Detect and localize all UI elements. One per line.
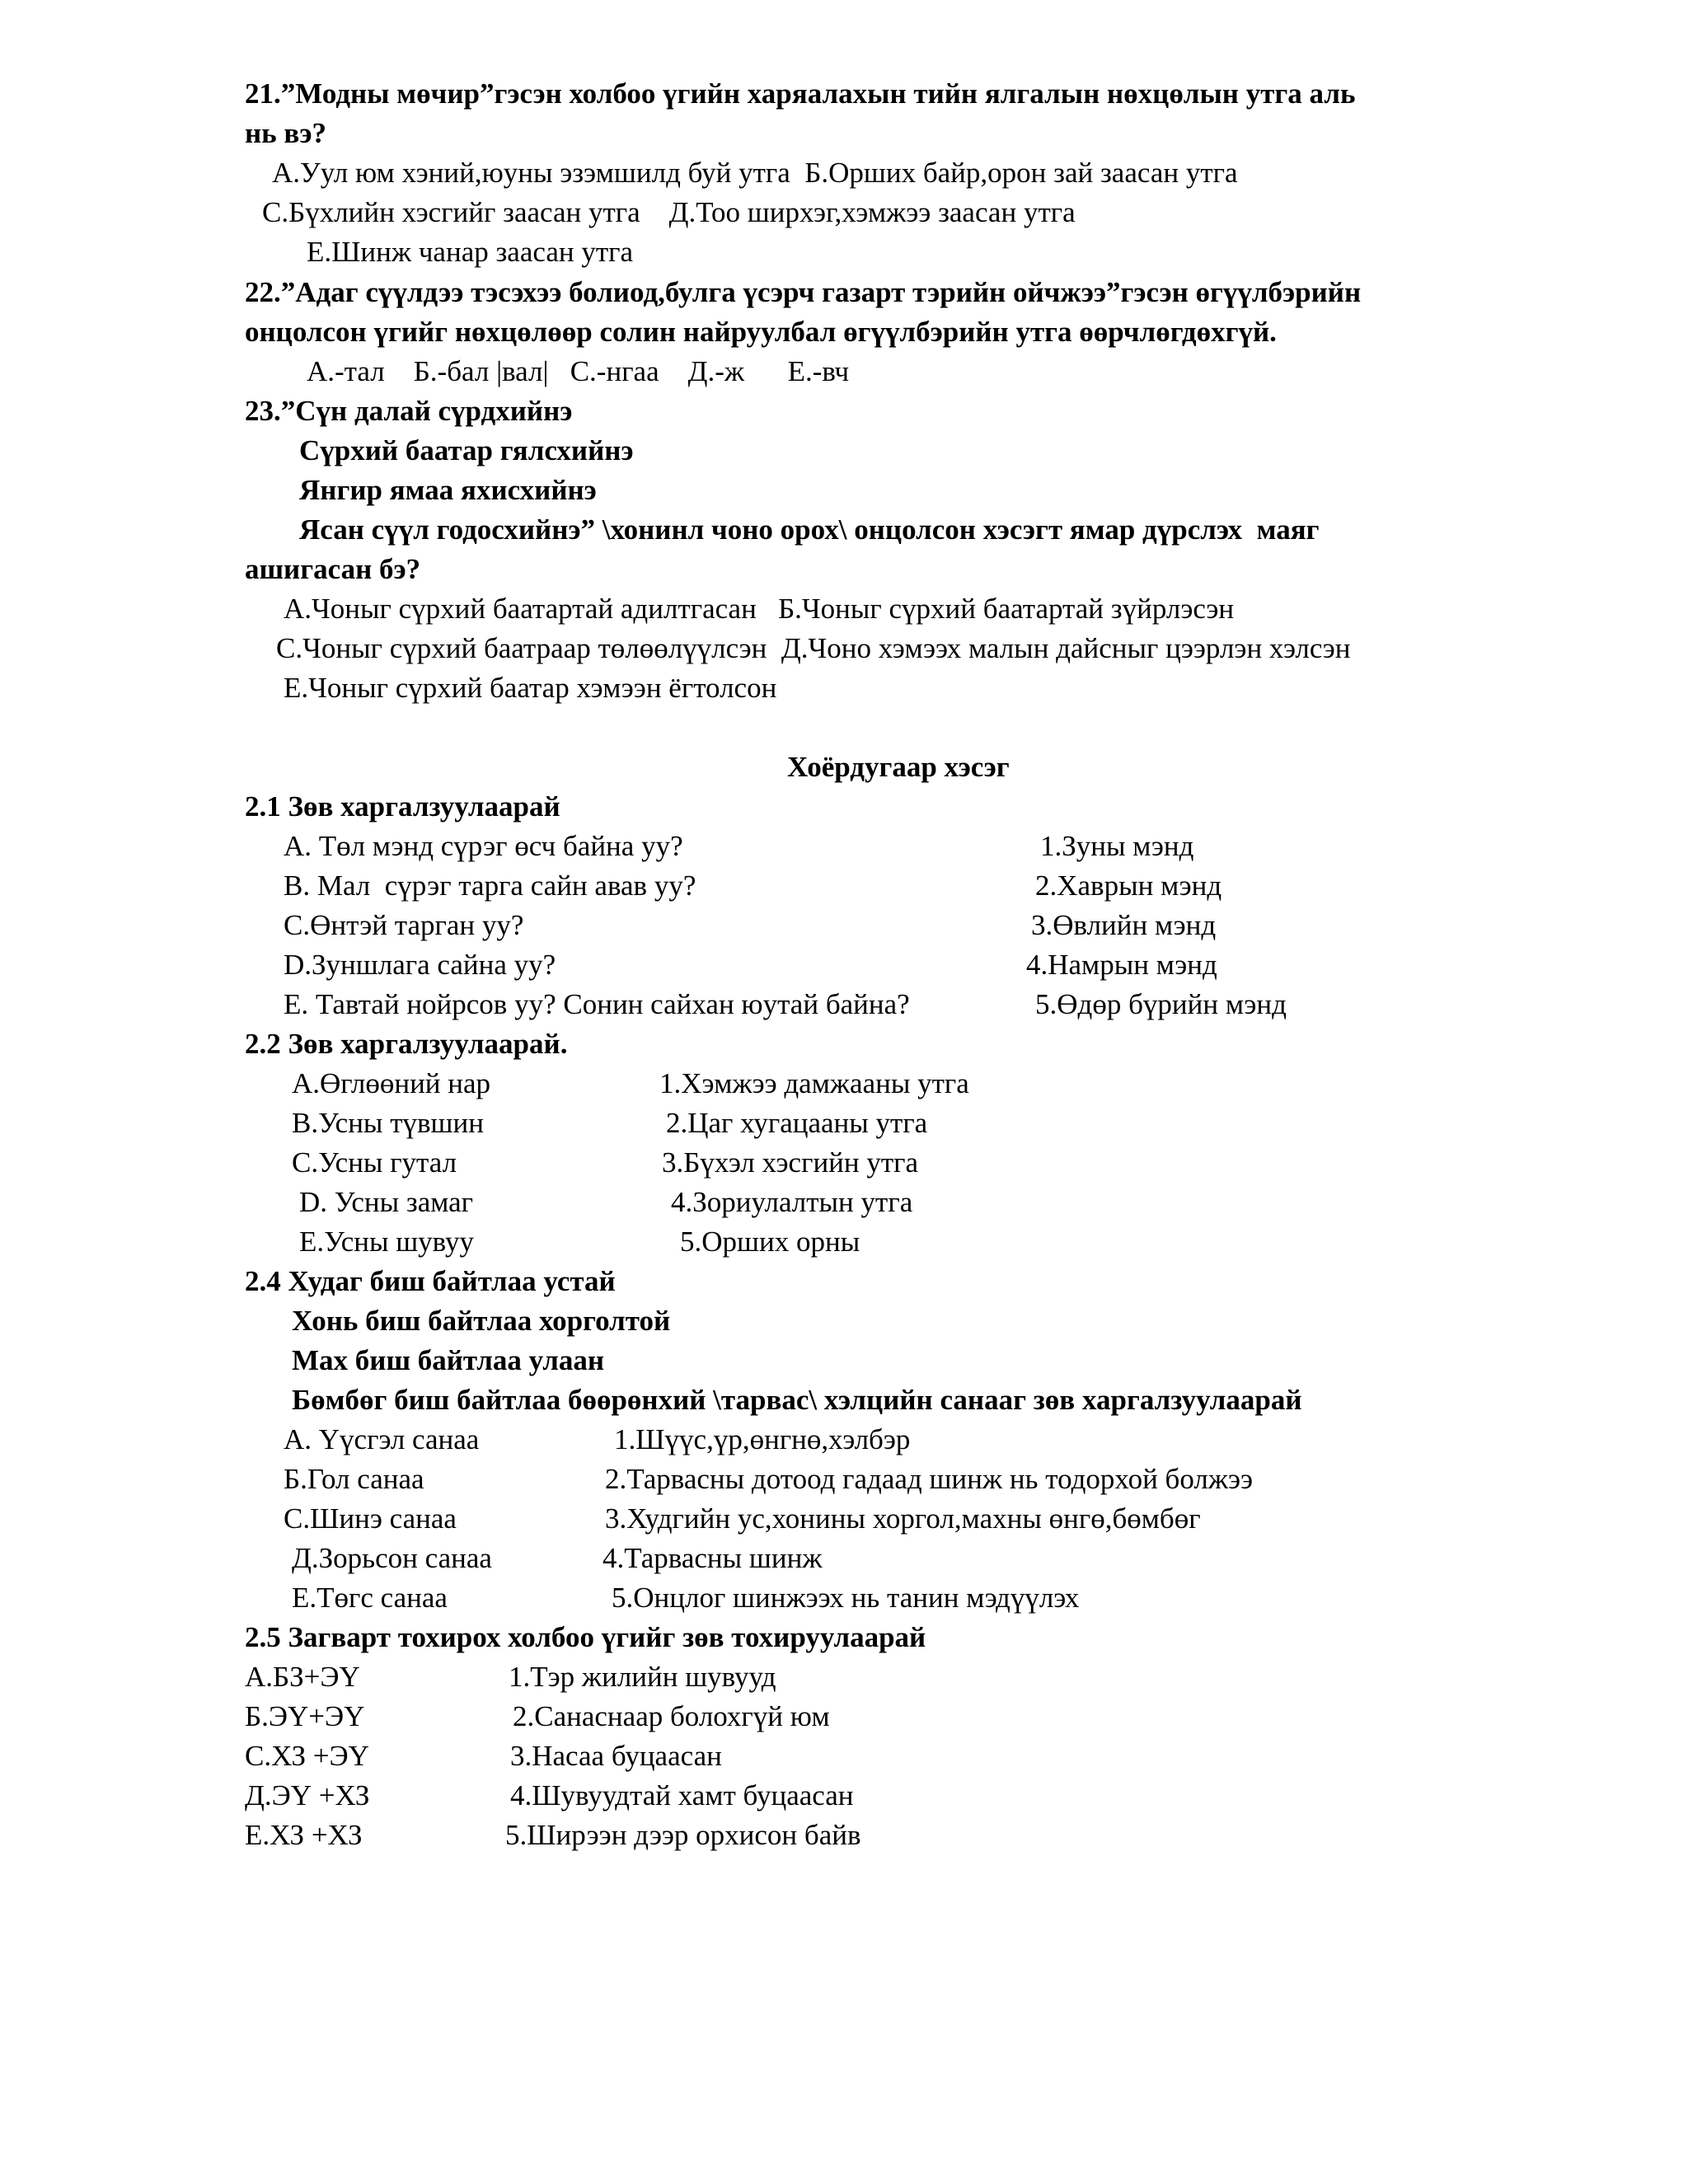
q21-option-line-2: С.Бүхлийн хэсгийг заасан утга Д.Тоо ширхэг,хэмжээ заасан утга xyxy=(262,196,1076,228)
s25-right-item: 4.Шувуудтай хамт буцаасан xyxy=(510,1779,854,1811)
s24-right-item: 5.Онцлог шинжээх нь танин мэдүүлэх xyxy=(612,1582,1080,1614)
s25-right-item: 3.Насаа буцаасан xyxy=(510,1740,722,1772)
s22-heading: 2.2 Зөв харгалзуулаарай. xyxy=(245,1028,568,1060)
s24-right-item: 1.Шүүс,үр,өнгнө,хэлбэр xyxy=(614,1423,911,1455)
s22-left-item: D. Усны замаг xyxy=(299,1186,474,1218)
s22-left-item: А.Өглөөний нар xyxy=(292,1067,491,1099)
section-title: Хоёрдугаар хэсэг xyxy=(787,751,1010,783)
s24-line-3: Мах биш байтлаа улаан xyxy=(292,1344,605,1376)
s24-right-item: 2.Тарвасны дотоод гадаад шинж нь тодорхой болжээ xyxy=(605,1463,1254,1495)
s24-left-item: А. Үүсгэл санаа xyxy=(284,1423,480,1455)
s21-right-item: 4.Намрын мэнд xyxy=(1026,949,1217,981)
q22-line-2: онцолсон үгийг нөхцөлөөр солин найруулбал өгүүлбэрийн утга өөрчлөгдөхгүй. xyxy=(245,316,1277,348)
s22-right-item: 5.Орших орны xyxy=(680,1226,860,1258)
s21-heading: 2.1 Зөв харгалзуулаарай xyxy=(245,790,560,823)
s21-left-item: С.Өнтэй тарган уу? xyxy=(284,909,524,941)
s24-heading: 2.4 Худаг биш байтлаа устай xyxy=(245,1265,616,1297)
s25-right-item: 2.Санаснаар болохгүй юм xyxy=(513,1700,830,1732)
q21-line-2: нь вэ? xyxy=(245,117,326,149)
s25-left-item: А.БЗ+ЭҮ xyxy=(245,1661,360,1693)
s21-right-item: 1.Зуны мэнд xyxy=(1040,830,1194,862)
q21-option-line-3: Е.Шинж чанар заасан утга xyxy=(307,236,634,268)
s24-left-item: Б.Гол санаа xyxy=(284,1463,424,1495)
q21-line-1: 21.”Модны мөчир”гэсэн холбоо үгийн харяалахын тийн ялгалын нөхцөлын утга аль xyxy=(245,77,1356,110)
s21-right-item: 2.Хаврын мэнд xyxy=(1035,869,1222,902)
s21-right-item: 3.Өвлийн мэнд xyxy=(1031,909,1217,941)
s22-left-item: Е.Усны шувуу xyxy=(299,1226,475,1258)
s24-left-item: С.Шинэ санаа xyxy=(284,1502,457,1535)
s24-left-item: Д.Зорьсон санаа xyxy=(292,1542,492,1574)
q23-line-3: Янгир ямаа яхисхийнэ xyxy=(299,474,597,506)
s22-left-item: С.Усны гутал xyxy=(292,1146,457,1179)
q23-line-2: Сүрхий баатар гялсхийнэ xyxy=(299,434,634,466)
s22-right-item: 2.Цаг хугацааны утга xyxy=(666,1107,928,1139)
q23-line-4: Ясан сүүл годосхийнэ” \хонинл чоно орох\ онцолсон хэсэгт ямар дүрслэх маяг xyxy=(299,513,1320,546)
s25-left-item: С.ХЗ +ЭҮ xyxy=(245,1740,369,1772)
q22-options: А.-тал Б.-бал |вал| С.-нгаа Д.-ж Е.-вч xyxy=(307,355,850,387)
s25-left-item: Д.ЭҮ +ХЗ xyxy=(245,1779,370,1811)
s24-line-4: Бөмбөг биш байтлаа бөөрөнхий \тарвас\ хэлцийн санааг зөв харгалзуулаарай xyxy=(292,1384,1302,1416)
s25-right-item: 1.Тэр жилийн шувууд xyxy=(509,1661,776,1693)
s24-left-item: Е.Төгс санаа xyxy=(292,1582,448,1614)
s21-left-item: Е. Тавтай нойрсов уу? Сонин сайхан юутай байна? xyxy=(284,988,910,1020)
s24-right-item: 3.Худгийн ус,хонины хоргол,махны өнгө,бөмбөг xyxy=(605,1502,1201,1535)
q23-option-line-2: С.Чоныг сүрхий баатраар төлөөлүүлсэн Д.Чоно хэмээх малын дайсныг цээрлэн хэлсэн xyxy=(276,632,1351,664)
s24-right-item: 4.Тарвасны шинж xyxy=(603,1542,823,1574)
s22-right-item: 3.Бүхэл хэсгийн утга xyxy=(662,1146,919,1179)
s21-left-item: В. Мал сүрэг тарга сайн авав уу? xyxy=(284,869,696,902)
s24-line-2: Хонь биш байтлаа хорголтой xyxy=(292,1305,671,1337)
s25-right-item: 5.Ширээн дээр орхисон байв xyxy=(505,1819,861,1851)
s25-left-item: Б.ЭҮ+ЭҮ xyxy=(245,1700,365,1732)
s25-heading: 2.5 Загварт тохирох холбоо үгийг зөв тохируулаарай xyxy=(245,1621,926,1653)
q23-option-line-3: Е.Чоныг сүрхий баатар хэмээн ёгтолсон xyxy=(284,672,777,704)
s25-left-item: Е.ХЗ +ХЗ xyxy=(245,1819,363,1851)
q23-option-line-1: А.Чоныг сүрхий баатартай адилтгасан Б.Чоныг сүрхий баатартай зүйрлэсэн xyxy=(284,593,1235,625)
q23-line-1: 23.”Сүн далай сүрдхийнэ xyxy=(245,395,573,427)
s21-left-item: D.Зуншлага сайна уу? xyxy=(284,949,556,981)
s22-right-item: 4.Зориулалтын утга xyxy=(671,1186,913,1218)
q23-line-5: ашигасан бэ? xyxy=(245,553,421,585)
s22-right-item: 1.Хэмжээ дамжааны утга xyxy=(659,1067,969,1099)
s21-right-item: 5.Өдөр бүрийн мэнд xyxy=(1035,988,1287,1020)
q22-line-1: 22.”Адаг сүүлдээ тэсэхээ болиод,булга үсэрч газарт тэрийн ойчжээ”гэсэн өгүүлбэрийн xyxy=(245,276,1362,308)
s21-left-item: А. Төл мэнд сүрэг өсч байна уу? xyxy=(284,830,683,862)
q21-option-line-1: А.Уул юм хэний,юуны эзэмшилд буй утга Б.Орших байр,орон зай заасан утга xyxy=(272,157,1238,189)
s22-left-item: В.Усны түвшин xyxy=(292,1107,484,1139)
